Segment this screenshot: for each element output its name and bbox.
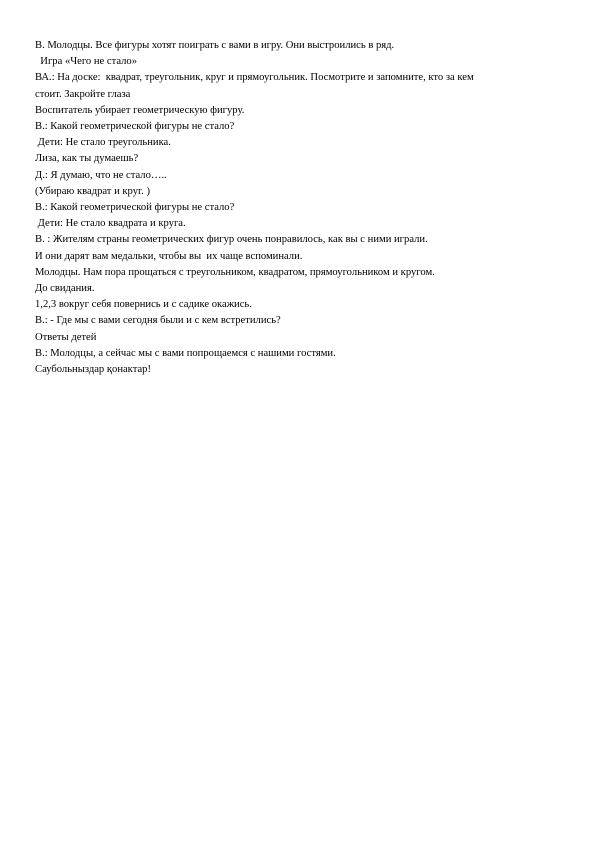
paragraph-line: Д.: Я думаю, что не стало….. [35, 169, 167, 181]
paragraph-line: Дети: Не стало треугольника. [35, 137, 171, 149]
paragraph-line: В. : Жителям страны геометрических фигур очень понравилось, как вы с ними играли. [35, 234, 428, 246]
paragraph-line: стоит. Закройте глаза [35, 88, 131, 100]
paragraph-line: 1,2,3 вокруг себя повернись и с садике окажись. [35, 299, 252, 311]
document-body [35, 38, 565, 378]
paragraph-line: ВА.: На доске: квадрат, треугольник, круг и прямоугольник. Посмотрите и запомните, кто за кем [35, 72, 474, 84]
paragraph-line: В.: Молодцы, а сейчас мы с вами попрощаемся с нашими гостями. [35, 347, 336, 359]
paragraph-line: В.: - Где мы с вами сегодня были и с кем встретились? [35, 315, 281, 327]
game-title-line: Игра «Чего не стало» [35, 56, 138, 68]
paragraph-line: В. Молодцы. Все фигуры хотят поиграть с вами в игру. Они выстроились в ряд. [35, 40, 395, 51]
paragraph-line: В.: Какой геометрической фигуры не стало? [35, 202, 235, 214]
paragraph-line: Лиза, как ты думаешь? [35, 153, 139, 165]
paragraph-line: (Убираю квадрат и круг. ) [35, 185, 150, 197]
paragraph-line: Молодцы. Нам пора прощаться с треугольником, квадратом, прямоугольником и кругом. [35, 266, 435, 278]
paragraph-line: Ответы детей [35, 331, 97, 343]
paragraph-line: И они дарят вам медальки, чтобы вы их чаще вспоминали. [35, 250, 303, 262]
paragraph-line: Саубольныздар қонактар! [35, 364, 151, 376]
paragraph-line: В.: Какой геометрической фигуры не стало? [35, 121, 235, 133]
paragraph-line: Воспитатель убирает геометрическую фигуру. [35, 104, 245, 116]
paragraph-line: Дети: Не стало квадрата и круга. [35, 218, 186, 230]
paragraph-line: До свидания. [35, 283, 95, 295]
